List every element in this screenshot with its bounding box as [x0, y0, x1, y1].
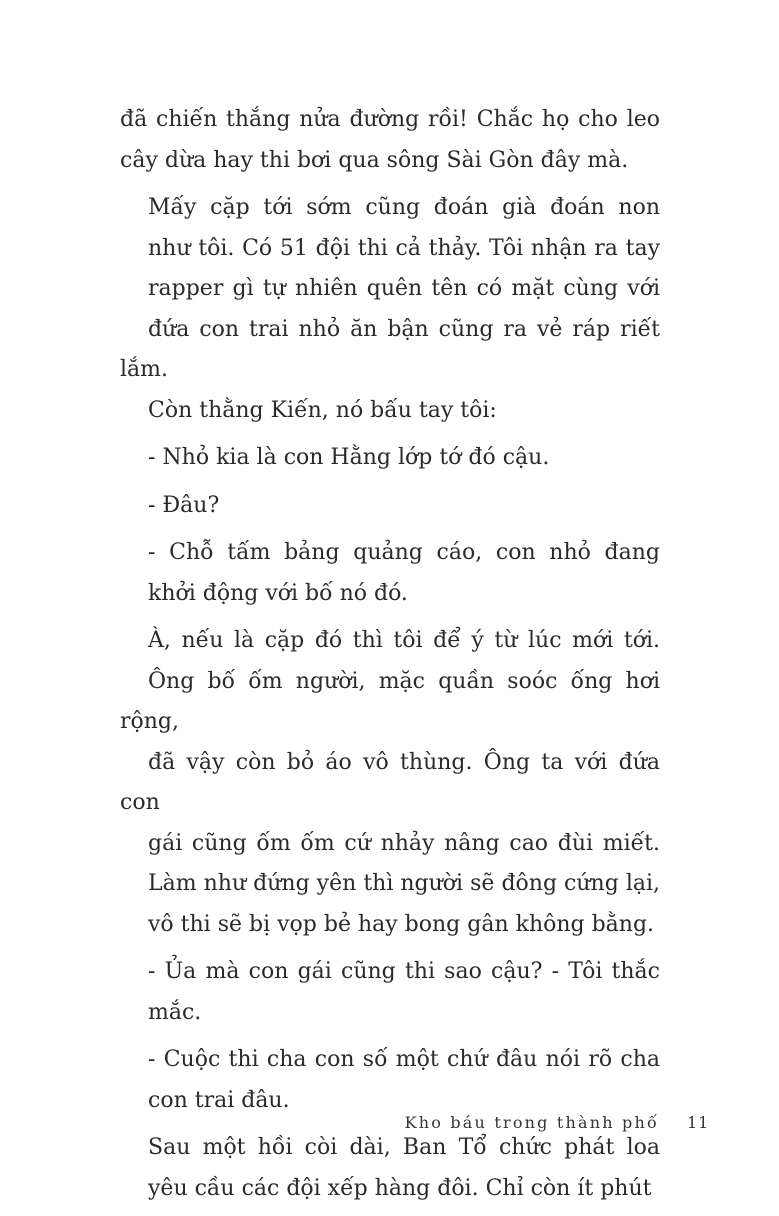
- text-line: - Chỗ tấm bảng quảng cáo, con nhỏ đang: [148, 540, 660, 565]
- page-footer: [0, 1113, 779, 1139]
- text-line: rapper gì tự nhiên quên tên có mặt cùng với: [148, 276, 660, 301]
- text-line: vô thi sẽ bị vọp bẻ hay bong gân không bằng.: [148, 911, 655, 937]
- text-line: con trai đâu.: [148, 1087, 290, 1113]
- text-line: Làm như đứng yên thì người sẽ đông cứng lại,: [148, 871, 660, 896]
- text-line: cây dừa hay thi bơi qua sông Sài Gòn đây mà.: [120, 147, 629, 173]
- paragraph: [120, 1040, 660, 1121]
- text-line: - Ủa mà con gái cũng thi sao cậu? - Tôi thắc: [148, 959, 660, 984]
- page-number: 11: [687, 1113, 710, 1132]
- text-line: - Cuộc thi cha con số một chứ đâu nói rõ cha: [148, 1047, 660, 1072]
- text-line: mắc.: [148, 999, 202, 1025]
- text-line: Ông bố ốm người, mặc quần soóc ống hơi rộng,: [120, 668, 660, 734]
- body-text: [120, 100, 660, 1216]
- text-line: gái cũng ốm ốm cứ nhảy nâng cao đùi miết.: [148, 830, 660, 856]
- paragraph: [120, 100, 660, 181]
- text-line: đã vậy còn bỏ áo vô thùng. Ông ta với đứa con: [120, 749, 660, 815]
- text-line: Sau một hồi còi dài, Ban Tổ chức phát loa: [148, 1135, 660, 1160]
- text-line: như tôi. Có 51 đội thi cả thảy. Tôi nhận ra tay: [148, 235, 660, 261]
- paragraph: [120, 952, 660, 1033]
- paragraph: [120, 188, 660, 431]
- text-line: khởi động với bố nó đó.: [148, 580, 408, 606]
- paragraph: [120, 533, 660, 614]
- paragraph: [120, 1128, 660, 1209]
- paragraph: [120, 621, 660, 945]
- running-title: Kho báu trong thành phố: [404, 1113, 659, 1132]
- text-line: À, nếu là cặp đó thì tôi để ý từ lúc mới tới.: [148, 628, 660, 653]
- text-line: yêu cầu các đội xếp hàng đôi. Chỉ còn ít phút: [148, 1175, 652, 1201]
- text-line: - Nhỏ kia là con Hằng lớp tớ đó cậu.: [148, 445, 550, 470]
- text-line: - Đâu?: [148, 492, 220, 518]
- text-line: Mấy cặp tới sớm cũng đoán già đoán non: [148, 195, 660, 220]
- text-line: đã chiến thắng nửa đường rồi! Chắc họ cho leo: [120, 107, 660, 132]
- text-line: Còn thằng Kiến, nó bấu tay tôi:: [148, 397, 497, 423]
- paragraph: [120, 438, 660, 479]
- paragraph: [120, 486, 660, 527]
- text-line: đứa con trai nhỏ ăn bận cũng ra vẻ ráp riết lắm.: [120, 316, 660, 382]
